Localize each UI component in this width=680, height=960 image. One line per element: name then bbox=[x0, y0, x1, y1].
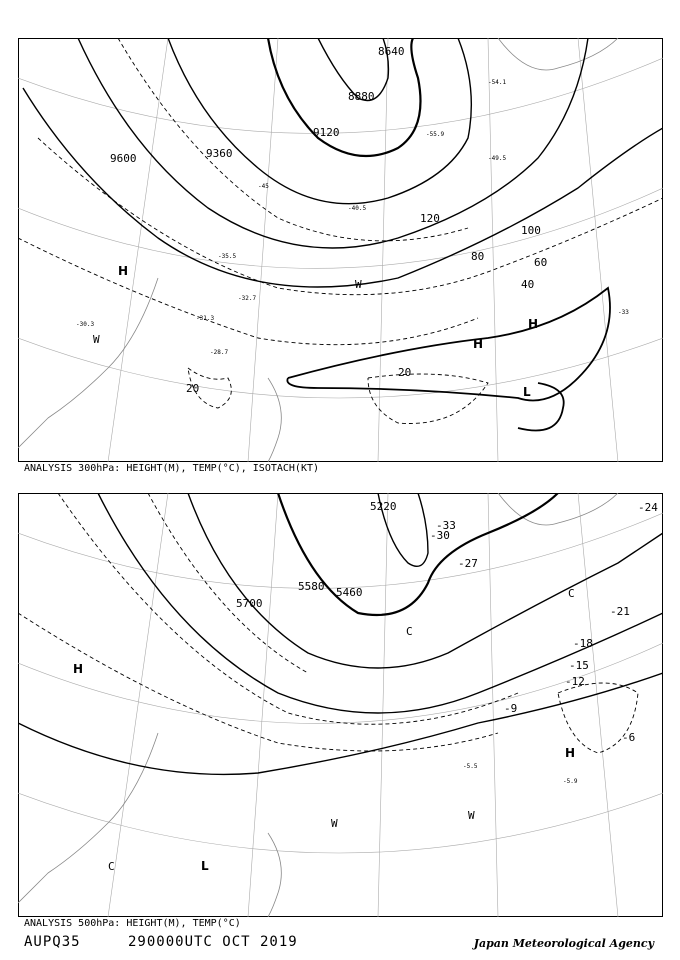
temp-label-9: -30 bbox=[430, 529, 450, 542]
isotach-label-2: 60 bbox=[534, 256, 548, 269]
height-label-2: 5460 bbox=[336, 586, 363, 599]
center-high-2: H bbox=[565, 746, 576, 760]
center-high-1: H bbox=[73, 662, 84, 676]
temp-label-10: -33 bbox=[436, 519, 456, 532]
center-warm-2: W bbox=[355, 278, 362, 291]
height-label-1: 9600 bbox=[110, 152, 137, 165]
map-300hpa bbox=[18, 38, 663, 462]
isotherms bbox=[18, 493, 638, 753]
isotherms bbox=[18, 38, 663, 424]
isotach-label-1: 40 bbox=[521, 278, 535, 291]
temp-label-2: -45 bbox=[258, 183, 269, 190]
temp-label-5: -31.3 bbox=[196, 315, 215, 322]
center-high-3: H bbox=[528, 317, 539, 331]
temp-label-1: -24 bbox=[638, 501, 658, 514]
isotach-label-5: 120 bbox=[420, 212, 440, 225]
graticule bbox=[18, 38, 663, 462]
isotachs bbox=[287, 288, 610, 431]
center-warm-2: W bbox=[468, 809, 475, 822]
temp-label-3: -18 bbox=[573, 637, 593, 650]
coastline bbox=[18, 493, 618, 917]
chart-code: AUPQ35 bbox=[24, 934, 81, 950]
height-label-3: 9120 bbox=[313, 126, 340, 139]
temp-label-11: -5.5 bbox=[463, 763, 478, 770]
temp-label-4: -30.3 bbox=[76, 321, 95, 328]
map-500hpa bbox=[18, 493, 663, 917]
center-low-1: L bbox=[523, 385, 531, 399]
center-cold-2: C bbox=[406, 625, 413, 638]
temp-label-8: -35.5 bbox=[218, 253, 237, 260]
temp-label-6: -9 bbox=[504, 702, 518, 715]
map-500hpa-canvas bbox=[18, 493, 663, 917]
center-high-2: H bbox=[473, 337, 484, 351]
height-label-1: 5220 bbox=[370, 500, 397, 513]
temp-label-4: -15 bbox=[569, 659, 589, 672]
temp-label-10: -40.5 bbox=[348, 205, 367, 212]
center-cold-3: C bbox=[108, 860, 115, 873]
center-warm-1: W bbox=[93, 333, 100, 346]
temp-label-1: -54.1 bbox=[488, 79, 507, 86]
isotach-label-4: 100 bbox=[521, 224, 541, 237]
isotach-label-6: 20 bbox=[398, 366, 412, 379]
graticule bbox=[18, 493, 663, 917]
height-label-2: 9360 bbox=[206, 147, 233, 160]
caption-300hpa: ANALYSIS 300hPa: HEIGHT(M), TEMP(°C), ISOTACH(KT) bbox=[24, 463, 320, 474]
map-300hpa-canvas bbox=[18, 38, 663, 462]
isotach-label-7: 20 bbox=[186, 382, 200, 395]
temp-label-5: -12 bbox=[565, 675, 585, 688]
valid-time: 290000UTC OCT 2019 bbox=[128, 934, 298, 950]
height-label-4: 8880 bbox=[348, 90, 375, 103]
height-label-5: 8640 bbox=[378, 45, 405, 58]
center-cold-1: C bbox=[568, 587, 575, 600]
temp-label-3: -33 bbox=[618, 309, 629, 316]
temp-label-12: -5.9 bbox=[563, 778, 578, 785]
isotach-label-3: 80 bbox=[471, 250, 485, 263]
caption-500hpa: ANALYSIS 500hPa: HEIGHT(M), TEMP(°C) bbox=[24, 918, 241, 929]
temp-label-11: -55.9 bbox=[426, 131, 445, 138]
temp-label-2: -21 bbox=[610, 605, 630, 618]
temp-label-7: -6 bbox=[622, 731, 636, 744]
temp-label-6: -28.7 bbox=[210, 349, 229, 356]
center-warm-1: W bbox=[331, 817, 338, 830]
height-contours bbox=[18, 493, 663, 774]
center-low-1: L bbox=[201, 859, 209, 873]
temp-label-7: -32.7 bbox=[238, 295, 257, 302]
center-high-1: H bbox=[118, 264, 129, 278]
temp-label-8: -27 bbox=[458, 557, 478, 570]
chart-footer bbox=[24, 934, 654, 954]
temp-label-9: -49.5 bbox=[488, 155, 507, 162]
height-label-4: 5700 bbox=[236, 597, 263, 610]
height-label-3: 5580 bbox=[298, 580, 325, 593]
agency-name: Japan Meteorological Agency bbox=[473, 937, 654, 950]
